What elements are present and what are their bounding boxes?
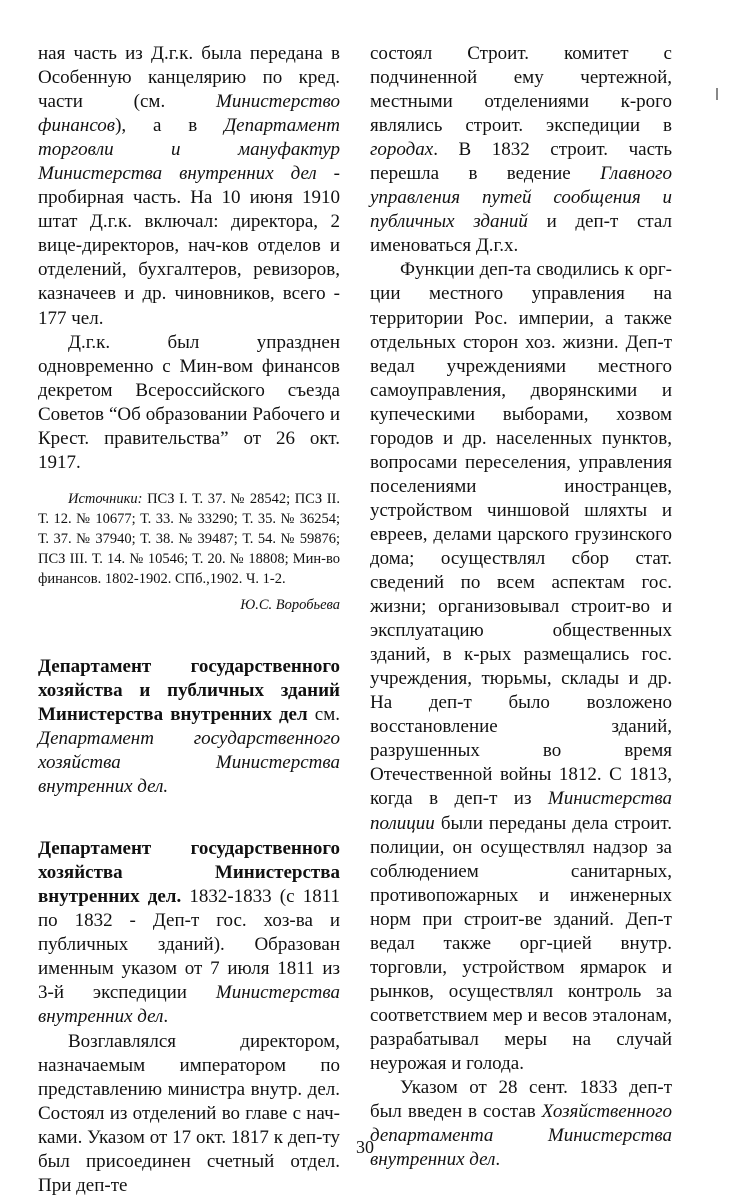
cross-reference: городах xyxy=(370,139,434,161)
cross-reference: Министерства внутренних дел xyxy=(38,982,340,1028)
left-paragraph-2: Д.г.к. был упразднен одновременно с Мин-вом финансов декретом Всероссийского съезда Советов “Об образовании Рабочего и Крест. правительства” от 26 окт. 1917. xyxy=(38,331,340,473)
cross-reference: Хозяйственного департамента Министерства внутренних дел xyxy=(370,1101,672,1171)
cross-reference: Департамент государственного хозяйства Министерства внутренних дел. xyxy=(38,727,340,798)
entry-heading: Департамент государственного хозяйства и публичных зданий Министерства внутренних дел xyxy=(38,655,340,725)
author-signature: Ю.С. Воробьева xyxy=(240,596,340,613)
right-paragraph-2: Функции деп-та сводились к орг-ции местного управления на территории Рос. империи, а также отдельных сторон хоз. жизни. Деп-т ведал учреждениями местного самоуправления, дворянскими и купеческими выборами, хозвом городов и др. населенных пунктов, вопросами переселения, управления поселениями иностранцев, устройством чиншовой шляхты и евреев, делами царского грузинского дома; осуществлял сбор стат. сведений по всем аспектам гос. жизни; организовывал строит-во и эксплуатацию общественных зданий, в к-рых размещались гос. учреждения, тюрьмы, склады и др. На деп-т было возложено восстановление зданий, разрушенных во время Отечественной войны 1812. С 1813, когда в деп-т из Министерства полиции были переданы дела строит. полиции, он осуществлял надзор за соблюдением санитарных, противопожарных и инженерных норм при строит-ве зданий. Деп-т ведал также орг-цией внутр. торговли, устройством ярмарок и рынков, осуществлял контроль за соответствием мер и весов эталонам, разрабатывал меры на случай неурожая и голода. xyxy=(370,259,672,1074)
sources-label: Источники: xyxy=(68,490,143,507)
right-column xyxy=(370,42,672,1172)
entry-state-economy: Департамент государственного хозяйства Министерства внутренних дел. 1832-1833 (с 1811 по 1832 - Деп-т гос. хоз-ва и публичных зданий). Образован именным указом от 7 июля 1811 из 3-й экспедиции Министерства внутренних дел. xyxy=(38,838,340,1028)
left-column xyxy=(38,42,340,1198)
cross-reference: Главного управления путей сообщения и публичных зданий xyxy=(370,163,672,233)
right-paragraph-3: Указом от 28 сент. 1833 деп-т был введен в состав Хозяйственного департамента Министерства внутренних дел. xyxy=(370,1077,672,1171)
cross-reference: Департамент торговли и мануфактур Министерства внутренних дел xyxy=(38,115,340,185)
cross-reference: Министерство финансов xyxy=(38,91,340,137)
right-paragraph-1: состоял Строит. комитет с подчиненной ему чертежной, местными отделениями к-рого являлись строит. экспедиции в городах. В 1832 строит. часть перешла в ведение Главного управления путей сообщения и публичных зданий и деп-т стал именоваться Д.г.х. xyxy=(370,43,672,257)
page-number: 30 xyxy=(356,1137,374,1157)
cross-reference: Министерства полиции xyxy=(370,788,672,834)
entry-state-economy-public-buildings: Департамент государственного хозяйства и публичных зданий Министерства внутренних дел см. Департамент государственного хозяйства Министерства внутренних дел. xyxy=(38,655,340,798)
scan-edge-mark xyxy=(716,88,718,100)
left-paragraph-1: ная часть из Д.г.к. была передана в Особенную канцелярию по кред. части (см. Министерство финансов), а в Департамент торговли и мануфактур Министерства внутренних дел - пробирная часть. На 10 июня 1910 штат Д.г.к. включал: директора, 2 вице-директоров, нач-ков отделов и отделений, бухгалтеров, ревизоров, казначеев и др. чиновников, всего - 177 чел. xyxy=(38,43,341,329)
left-paragraph-3: Возглавлялся директором, назначаемым императором по представлению министра внутр. дел. Состоял из отделений во главе с нач-ками. Указом от 17 окт. 1817 к деп-ту был присоединен счетный отдел. При деп-те xyxy=(38,1030,340,1196)
entry-heading: Департамент государственного хозяйства Министерства внутренних дел. xyxy=(38,838,340,908)
sources-note: Источники: ПСЗ I. Т. 37. № 28542; ПСЗ II. Т. 12. № 10677; Т. 33. № 33290; Т. 35. № 36254; Т. 37. № 37940; Т. 38. № 39487; Т. 54. № 59876; ПСЗ III. Т. 14. № 10546; Т. 20. № 18808; Мин-во финансов. 1802-1902. СПб.,1902. Ч. 1-2. xyxy=(38,490,340,587)
